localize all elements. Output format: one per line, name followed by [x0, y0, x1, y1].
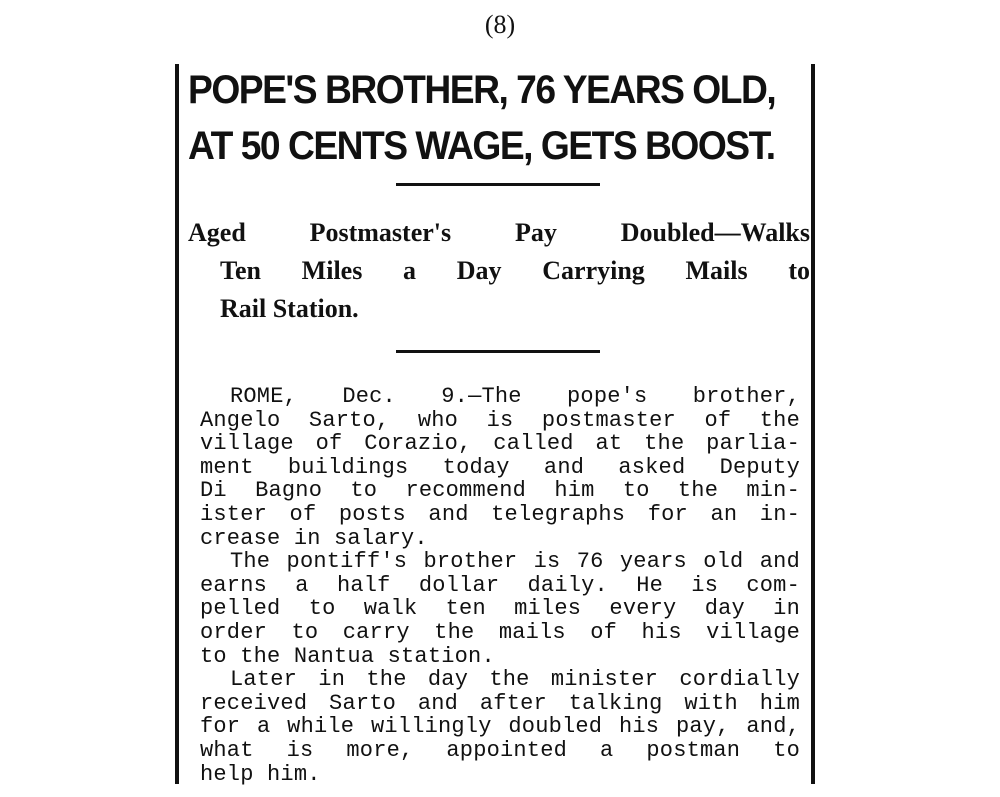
body-line: to the Nantua station.	[200, 643, 495, 669]
body-line: for a while willingly doubled his pay, and,	[200, 714, 800, 740]
body-line: Angelo Sarto, who is postmaster of the	[200, 407, 800, 433]
body-line: The pontiff's brother is 76 years old and	[230, 549, 800, 575]
body-line: what is more, appointed a postman to	[200, 737, 800, 763]
subheadline-line: Aged Postmaster's Pay Doubled—Walks	[188, 218, 810, 247]
headline	[188, 62, 776, 174]
subheadline-line: Rail Station.	[220, 294, 359, 323]
body-line: crease in salary.	[200, 525, 428, 551]
headline-line: POPE'S BROTHER, 76 YEARS OLD,	[188, 68, 776, 112]
divider-rule	[396, 183, 600, 186]
body-line: pelled to walk ten miles every day in	[200, 596, 800, 622]
subheadline	[188, 214, 810, 328]
body-line: order to carry the mails of his village	[200, 619, 800, 645]
body-line: ment buildings today and asked Deputy	[200, 454, 800, 480]
column-rule-left	[175, 64, 179, 784]
column-rule-right	[811, 64, 815, 784]
headline-line: AT 50 CENTS WAGE, GETS BOOST.	[188, 124, 775, 168]
subheadline-line: Ten Miles a Day Carrying Mails to	[220, 256, 810, 285]
body-line: village of Corazio, called at the parlia-	[200, 431, 800, 457]
body-line: Di Bagno to recommend him to the min-	[200, 478, 800, 504]
article-body	[200, 385, 800, 786]
body-line: received Sarto and after talking with him	[200, 690, 800, 716]
page-number: (8)	[484, 10, 516, 39]
body-line: help him.	[200, 761, 321, 787]
body-line: earns a half dollar daily. He is com-	[200, 572, 800, 598]
body-line: Later in the day the minister cordially	[230, 667, 800, 693]
divider-rule	[396, 350, 600, 353]
body-line: ROME, Dec. 9.—The pope's brother,	[230, 384, 800, 409]
body-line: ister of posts and telegraphs for an in-	[200, 501, 800, 527]
